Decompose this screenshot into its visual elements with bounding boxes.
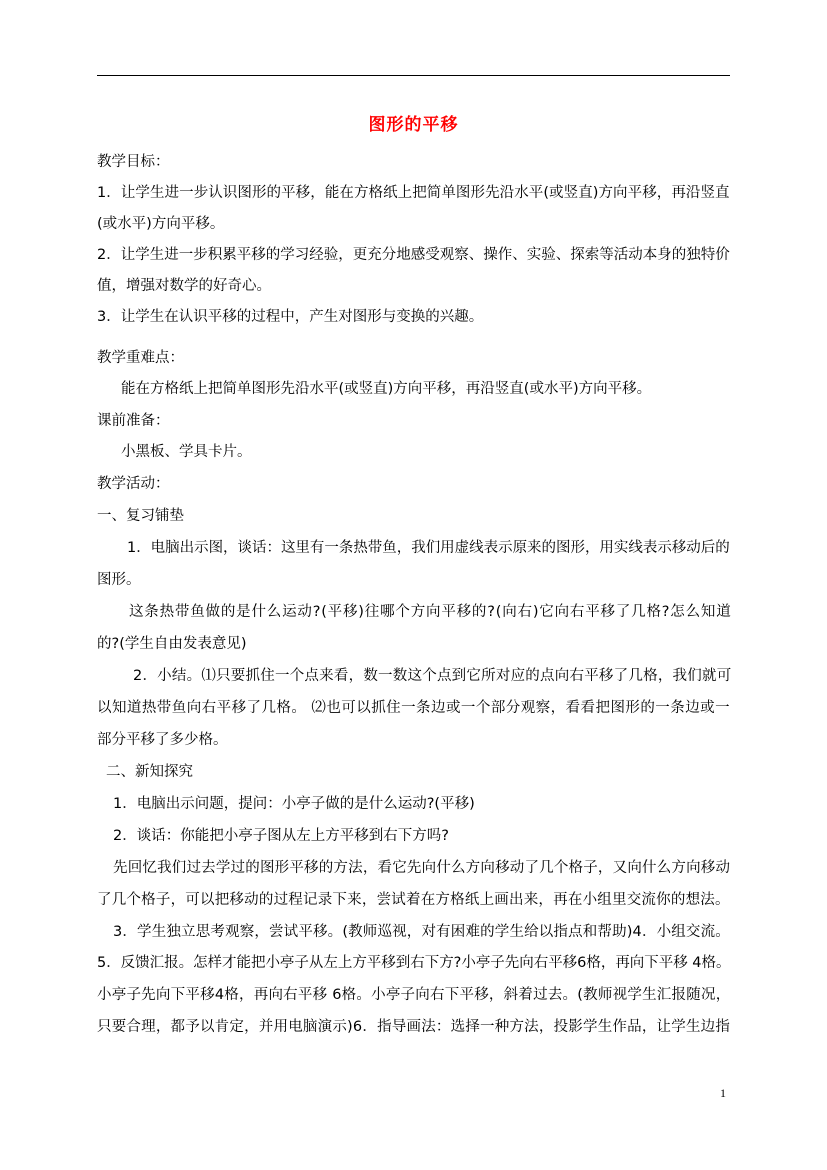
body-line: 了几个格子，可以把移动的过程记录下来，尝试着在方格纸上画出来，再在小组里交流你的想法。 bbox=[97, 892, 730, 908]
body-line: 的?(学生自由发表意见) bbox=[97, 636, 247, 652]
body-line: 这条热带鱼做的是什么运动?(平移)往哪个方向平移的?(向右)它向右平移了几格?怎么知道 bbox=[129, 604, 732, 620]
body-line: 小黑板、学具卡片。 bbox=[121, 444, 252, 460]
body-line: 以知道热带鱼向右平移了几格。 ⑵也可以抓住一条边或一个部分观察，看看把图形的一条边或一 bbox=[97, 700, 731, 716]
body-line: 1．电脑出示图，谈话：这里有一条热带鱼，我们用虚线表示原来的图形，用实线表示移动后的 bbox=[127, 540, 730, 556]
body-line: 二、新知探究 bbox=[106, 764, 193, 780]
body-line: 值，增强对数学的好奇心。 bbox=[97, 278, 271, 294]
body-line: 教学活动： bbox=[97, 476, 170, 492]
body-line: 1．让学生进一步认识图形的平移，能在方格纸上把简单图形先沿水平(或竖直)方向平移，再沿竖直 bbox=[97, 185, 730, 201]
body-line: 2．小结。⑴只要抓住一个点来看，数一数这个点到它所对应的点向右平移了几格，我们就可 bbox=[133, 668, 732, 684]
body-line: 能在方格纸上把简单图形先沿水平(或竖直)方向平移，再沿竖直(或水平)方向平移。 bbox=[121, 381, 652, 397]
body-line: (或水平)方向平移。 bbox=[97, 216, 225, 232]
body-line: 2．让学生进一步积累平移的学习经验，更充分地感受观察、操作、实验、探索等活动本身的独特价 bbox=[97, 247, 730, 263]
body-line: 课前准备： bbox=[97, 413, 170, 429]
body-line: 小亭子先向下平移4格，再向右平移 6格。小亭子向右下平移，斜着过去。(教师视学生汇报随况， bbox=[97, 987, 731, 1003]
header-rule bbox=[97, 75, 730, 76]
document-title: 图形的平移 bbox=[368, 115, 459, 135]
body-line: 3．让学生在认识平移的过程中，产生对图形与变换的兴趣。 bbox=[97, 309, 484, 325]
body-line: 教学重难点： bbox=[97, 350, 184, 366]
body-line: 图形。 bbox=[97, 572, 141, 588]
body-line: 1．电脑出示问题，提问：小亭子做的是什么运动?(平移) bbox=[113, 796, 475, 812]
body-line: 2．谈话：你能把小亭子图从左上方平移到右下方吗? bbox=[113, 828, 449, 844]
body-line: 先回忆我们过去学过的图形平移的方法，看它先向什么方向移动了几个格子，又向什么方向移动 bbox=[113, 860, 731, 876]
page-number: 1 bbox=[720, 1086, 726, 1100]
body-line: 部分平移了多少格。 bbox=[97, 732, 228, 748]
body-line: 5．反馈汇报。怎样才能把小亭子从左上方平移到右下方?小亭子先向右平移6格，再向下平移 4格。 bbox=[97, 955, 731, 971]
body-line: 3．学生独立思考观察，尝试平移。(教师巡视，对有困难的学生给以指点和帮助)4．小组交流。 bbox=[113, 924, 730, 940]
body-line: 只要合理，都予以肯定，并用电脑演示)6．指导画法：选择一种方法，投影学生作品，让学生边指 bbox=[97, 1019, 731, 1035]
body-line: 一、复习铺垫 bbox=[97, 508, 184, 524]
body-line: 教学目标： bbox=[97, 154, 170, 170]
